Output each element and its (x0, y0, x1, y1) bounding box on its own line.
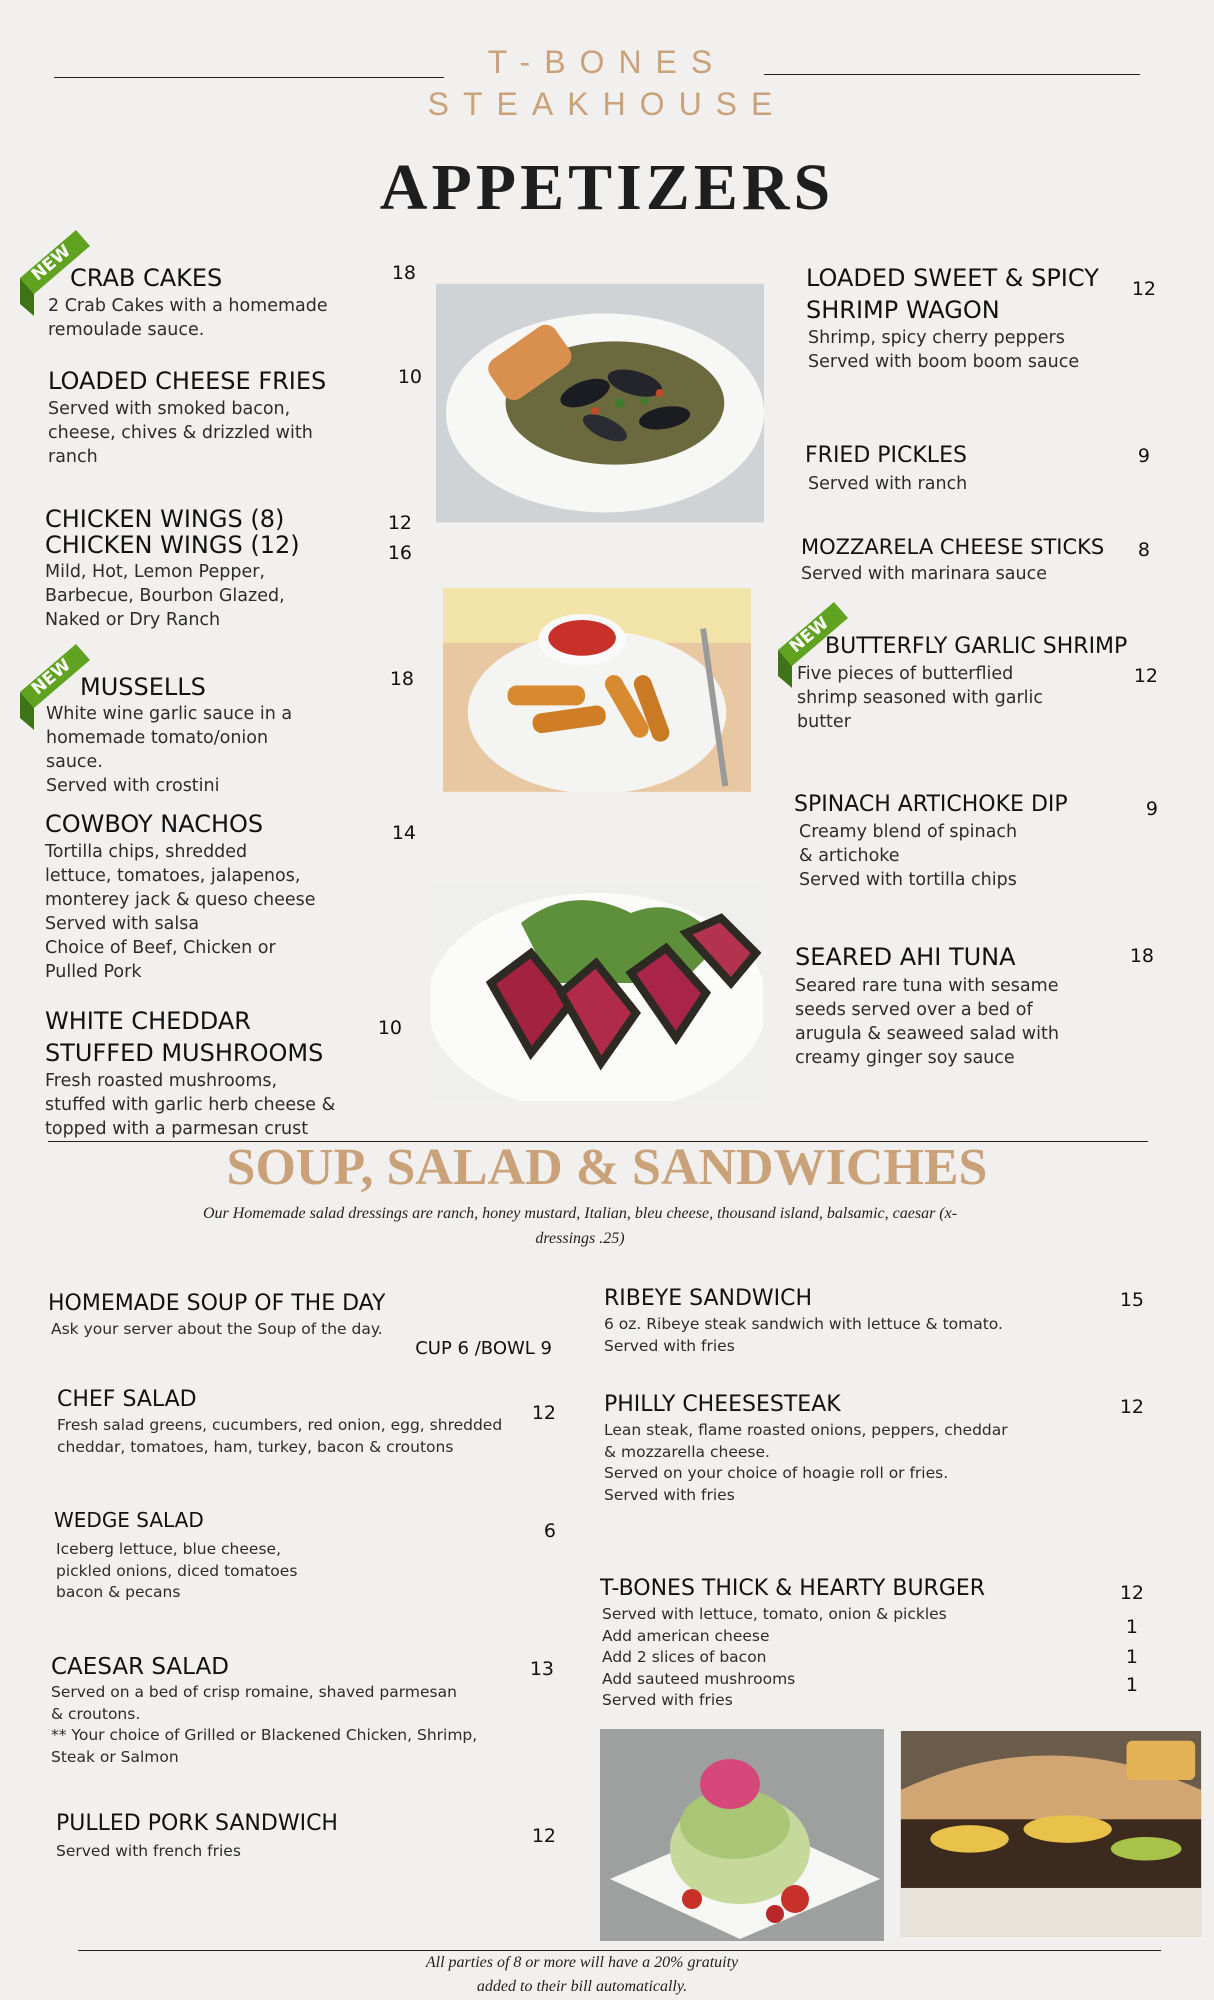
menu-item-wedge-salad (54, 1505, 297, 1604)
item-name: COWBOY NACHOS (45, 810, 264, 838)
menu-item-spinach-artichoke-dip (794, 790, 1068, 892)
item-name: PHILLY CHEESESTEAK (604, 1392, 841, 1417)
menu-item-butterfly-garlic-shrimp (797, 632, 1127, 734)
item-desc: Iceberg lettuce, blue cheese, pickled onions, diced tomatoes bacon & pecans (56, 1540, 298, 1601)
item-price: 18 (391, 262, 416, 284)
item-price: 12 (531, 1825, 556, 1847)
menu-item-chicken-wings (45, 506, 300, 632)
item-desc: Served with lettuce, tomato, onion & pickles Add american cheese Add 2 slices of bacon Add sauteed mushrooms Served with fries (602, 1605, 947, 1709)
item-price: 12 (531, 1402, 556, 1424)
item-desc: Served with marinara sauce (801, 564, 1047, 584)
item-desc: Creamy blend of spinach & artichoke Served with tortilla chips (799, 822, 1018, 890)
item-desc: White wine garlic sauce in a homemade tomato/onion sauce. Served with crostini (46, 704, 293, 796)
item-price: 13 (529, 1658, 554, 1680)
item-desc: Served with french fries (56, 1842, 241, 1860)
item-price: 18 (1129, 945, 1154, 967)
footer-line-2: added to their bill automatically. (476, 1978, 688, 1995)
menu-item-seared-ahi-tuna (795, 940, 1059, 1070)
item-price: 15 (1119, 1289, 1144, 1311)
item-price: 9 (1145, 798, 1158, 820)
item-desc: Served with ranch (808, 474, 968, 494)
item-name: WEDGE SALAD (54, 1508, 204, 1532)
soup-salad-heading: SOUP, SALAD & SANDWICHES (226, 1139, 988, 1196)
brand-line-2: STEAKHOUSE (427, 86, 787, 122)
item-name: SHRIMP WAGON (806, 296, 1000, 324)
addon-price: 1 (1125, 1674, 1138, 1696)
item-name: HOMEMADE SOUP OF THE DAY (48, 1291, 386, 1316)
item-desc: Shrimp, spicy cherry peppers Served with boom boom sauce (808, 328, 1080, 372)
menu-item-cowboy-nachos (45, 808, 316, 984)
mussels-photo (436, 283, 764, 523)
menu-item-fried-pickles (805, 440, 967, 496)
dressings-note: Our Homemade salad dressings are ranch, honey mustard, Italian, bleu cheese, thousand island, balsamic, caesar (x-dressings .25) (202, 1205, 958, 1247)
item-name: BUTTERFLY GARLIC SHRIMP (825, 634, 1128, 659)
ahi-tuna-photo (431, 883, 763, 1101)
new-badge-text: NEW (27, 655, 75, 700)
menu-item-pulled-pork-sandwich (56, 1809, 338, 1863)
wedge-salad-photo (600, 1729, 884, 1941)
new-badge-text: NEW (785, 613, 833, 658)
menu-item-mussells (46, 672, 292, 798)
item-price: 14 (391, 822, 416, 844)
item-price: 12 (1119, 1582, 1144, 1604)
item-name: MUSSELLS (80, 673, 206, 701)
item-desc: 6 oz. Ribeye steak sandwich with lettuce & tomato. Served with fries (604, 1315, 1003, 1355)
item-name: SPINACH ARTICHOKE DIP (794, 792, 1068, 817)
item-price: 12 (1133, 665, 1158, 687)
item-name: CHICKEN WINGS (12) (45, 531, 300, 559)
item-name: T-BONES THICK & HEARTY BURGER (600, 1576, 986, 1601)
menu-item-philly-cheesesteak (604, 1390, 1008, 1506)
item-name: CHEF SALAD (57, 1387, 197, 1412)
item-desc: Served with smoked bacon, cheese, chives & drizzled with ranch (48, 399, 313, 467)
addon-price: 1 (1125, 1616, 1138, 1638)
menu-item-chef-salad (57, 1385, 502, 1458)
item-name: MOZZARELA CHEESE STICKS (801, 535, 1105, 559)
item-name: CHICKEN WINGS (8) (45, 505, 285, 533)
item-desc: Ask your server about the Soup of the day. (51, 1320, 383, 1338)
item-desc: Fresh salad greens, cucumbers, red onion, egg, shredded cheddar, tomatoes, ham, turkey, bacon & croutons (57, 1416, 503, 1456)
menu-item-caesar-salad (51, 1652, 477, 1768)
item-name: LOADED CHEESE FRIES (48, 367, 327, 395)
item-desc: Mild, Hot, Lemon Pepper, Barbecue, Bourbon Glazed, Naked or Dry Ranch (45, 562, 285, 630)
menu-item-t-bones-burger (600, 1574, 985, 1712)
menu-item-shrimp-wagon (806, 262, 1099, 374)
brand-line-1: T-BONES (487, 44, 727, 80)
menu-item-crab-cakes (48, 262, 328, 342)
menu-item-loaded-cheese-fries (48, 365, 326, 469)
item-price: 8 (1137, 539, 1150, 561)
mozzarella-sticks-photo (443, 588, 751, 792)
menu-item-stuffed-mushrooms (45, 1005, 335, 1141)
menu-item-soup-of-the-day (48, 1289, 385, 1341)
item-name: CRAB CAKES (70, 264, 223, 292)
item-price: 12 (1131, 278, 1156, 300)
new-badge-text: NEW (27, 241, 75, 286)
item-desc: 2 Crab Cakes with a homemade remoulade sauce. (48, 296, 328, 340)
item-name: RIBEYE SANDWICH (604, 1286, 813, 1311)
item-desc: Seared rare tuna with sesame seeds served over a bed of arugula & seaweed salad with creamy ginger soy sauce (795, 976, 1059, 1068)
addon-price: 1 (1125, 1646, 1138, 1668)
item-name: FRIED PICKLES (805, 443, 967, 468)
item-price: 6 (543, 1520, 556, 1542)
item-desc: Served on a bed of crisp romaine, shaved parmesan & croutons. ** Your choice of Grilled or Blackened Chicken, Shrimp, Steak or Salmon (51, 1683, 478, 1766)
item-desc: Lean steak, flame roasted onions, peppers, cheddar & mozzarella cheese. Served on your choice of hoagie roll or fries. Served with fries (604, 1421, 1008, 1504)
item-price: 12 (387, 512, 412, 534)
footer-line-1: All parties of 8 or more will have a 20% gratuity (425, 1954, 739, 1971)
appetizers-heading: APPETIZERS (379, 151, 835, 224)
item-desc: Five pieces of butterflied shrimp seasoned with garlic butter (797, 664, 1044, 732)
menu-item-ribeye-sandwich (604, 1284, 1003, 1357)
item-price: 12 (1119, 1396, 1144, 1418)
item-price: 18 (389, 668, 414, 690)
item-name: WHITE CHEDDAR (45, 1007, 251, 1035)
item-desc: Tortilla chips, shredded lettuce, tomatoes, jalapenos, monterey jack & queso cheese Served with salsa Choice of Beef, Chicken or Pulled Pork (45, 842, 316, 982)
item-desc: Fresh roasted mushrooms, stuffed with garlic herb cheese & topped with a parmesan crust (45, 1071, 336, 1139)
item-name: CAESAR SALAD (51, 1654, 229, 1680)
philly-cheesesteak-photo (898, 1731, 1204, 1937)
item-price: 10 (377, 1017, 402, 1039)
item-name: LOADED SWEET & SPICY (806, 264, 1099, 292)
item-price: 16 (387, 542, 412, 564)
item-name: PULLED PORK SANDWICH (56, 1811, 338, 1836)
item-price: CUP 6 /BOWL 9 (415, 1338, 552, 1359)
item-price: 9 (1137, 445, 1150, 467)
menu-item-mozzarela-cheese-sticks (801, 532, 1104, 586)
item-price: 10 (397, 366, 422, 388)
item-name: STUFFED MUSHROOMS (45, 1039, 324, 1067)
item-name: SEARED AHI TUNA (795, 943, 1016, 971)
